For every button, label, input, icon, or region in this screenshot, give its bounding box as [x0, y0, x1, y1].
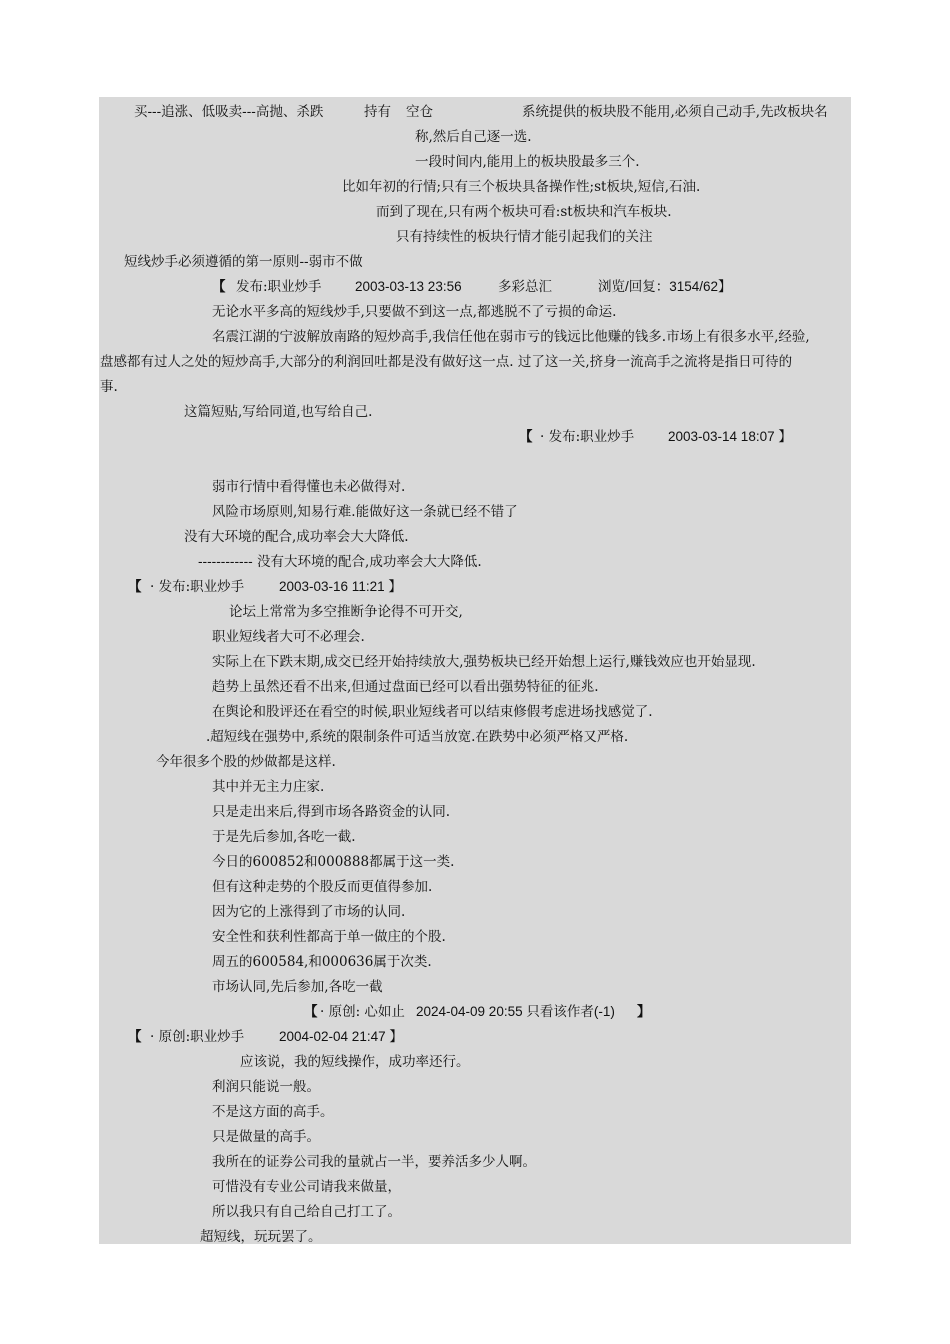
text-line: 买---追涨、低吸卖---高抛、杀跌 — [134, 104, 324, 120]
post-date: 2024-04-09 20:55 只看该作者(-1) — [416, 1004, 615, 1019]
text-line: 只是做量的高手。 — [212, 1129, 320, 1145]
text-line: 名震江湖的宁波解放南路的短炒高手,我信任他在弱市亏的钱远比他赚的钱多.市场上有很多水平,经验, — [212, 329, 810, 345]
text-line: 应该说，我的短线操作，成功率还行。 — [240, 1054, 470, 1070]
post-author: · 原创:职业炒手 — [150, 1029, 245, 1045]
text-line: 一段时间内,能用上的板块股最多三个. — [415, 154, 640, 170]
text-line: 事. — [100, 379, 118, 395]
text-line: 今日的600852和000888都属于这一类. — [212, 854, 455, 870]
text-line: 无论水平多高的短线炒手,只要做不到这一点,都逃脱不了亏损的命运. — [212, 304, 617, 320]
text-line: 这篇短贴,写给同道,也写给自己. — [184, 404, 373, 420]
text-line: 趋势上虽然还看不出来,但通过盘面已经可以看出强势特征的征兆. — [212, 679, 599, 695]
post-meta-bracket: 【 — [212, 279, 226, 295]
post-date: 2003-03-16 11:21 】 — [279, 579, 402, 594]
post-meta-bracket: 【 — [128, 579, 142, 595]
text-line: 比如年初的行情;只有三个板块具备操作性;st板块,短信,石油. — [342, 179, 701, 195]
text-line: 不是这方面的高手。 — [212, 1104, 334, 1120]
text-line: 周五的600584,和000636属于次类. — [212, 954, 432, 970]
text-line: 风险市场原则,知易行难.能做好这一条就已经不错了 — [212, 504, 518, 520]
text-line: ------------ 没有大环境的配合,成功率会大大降低. — [198, 554, 482, 570]
post-author: · 原创: 心如止 — [320, 1004, 405, 1020]
text-line: 市场认同,先后参加,各吃一截 — [212, 979, 383, 995]
post-forum: 多彩总汇 — [498, 279, 552, 295]
post-date: 2003-03-13 23:56 — [355, 279, 462, 294]
post-date: 2003-03-14 18:07 】 — [668, 429, 792, 444]
text-line: 只有持续性的板块行情才能引起我们的关注 — [396, 229, 653, 245]
text-line: 实际上在下跌末期,成交已经开始持续放大,强势板块已经开始想上运行,赚钱效应也开始显现. — [212, 654, 756, 670]
text-line: 我所在的证券公司我的量就占一半，要养活多少人啊。 — [212, 1154, 536, 1170]
post-author: · 发布:职业炒手 — [540, 429, 635, 445]
text-line: 安全性和获利性都高于单一做庄的个股. — [212, 929, 446, 945]
post-meta-bracket: 】 — [637, 1004, 651, 1020]
text-line: .超短线在强势中,系统的限制条件可适当放宽.在跌势中必须严格又严格. — [206, 729, 629, 745]
post-meta-bracket: 【 — [304, 1004, 318, 1020]
text-line: 因为它的上涨得到了市场的认同. — [212, 904, 406, 920]
post-meta-bracket: 【 — [128, 1029, 142, 1045]
text-line: 论坛上常常为多空推断争论得不可开交, — [229, 604, 463, 620]
text-line: 称,然后自己逐一选. — [415, 129, 532, 145]
text-line: 弱市行情中看得懂也未必做得对. — [212, 479, 406, 495]
post-meta-bracket: 【 — [519, 429, 533, 445]
text-line: 在舆论和股评还在看空的时候,职业短线者可以结束修假考虑进场找感觉了. — [212, 704, 653, 720]
text-line: 职业短线者大可不必理会. — [212, 629, 365, 645]
text-line: 但有这种走势的个股反而更值得参加. — [212, 879, 433, 895]
text-line: 没有大环境的配合,成功率会大大降低. — [184, 529, 409, 545]
text-line: 于是先后参加,各吃一截. — [212, 829, 356, 845]
text-line: 超短线，玩玩罢了。 — [200, 1229, 322, 1245]
text-line: 盘感都有过人之处的短炒高手,大部分的利润回吐都是没有做好这一点. 过了这一关,挤身一流高手之流将是指日可待的 — [100, 354, 793, 370]
text-line: 利润只能说一般。 — [212, 1079, 320, 1095]
post-date: 2004-02-04 21:47 】 — [279, 1029, 403, 1044]
text-line: 只是走出来后,得到市场各路资金的认同. — [212, 804, 451, 820]
text-line: 其中并无主力庄家. — [212, 779, 325, 795]
section-heading: 短线炒手必须遵循的第一原则--弱市不做 — [124, 254, 363, 270]
text-line: 今年很多个股的炒做都是这样. — [156, 754, 336, 770]
post-author: · 发布:职业炒手 — [150, 579, 245, 595]
text-line: 可惜没有专业公司请我来做量， — [212, 1179, 401, 1195]
text-line: 所以我只有自己给自己打工了。 — [212, 1204, 401, 1220]
text-line: 系统提供的板块股不能用,必须自己动手,先改板块名 — [522, 104, 828, 120]
post-author: 发布:职业炒手 — [236, 279, 322, 295]
text-line: 空仓 — [406, 104, 433, 120]
post-views: 浏览/回复：3154/62】 — [598, 279, 732, 294]
text-line: 持有 — [364, 104, 391, 120]
text-line: 而到了现在,只有两个板块可看:st板块和汽车板块. — [376, 204, 672, 220]
